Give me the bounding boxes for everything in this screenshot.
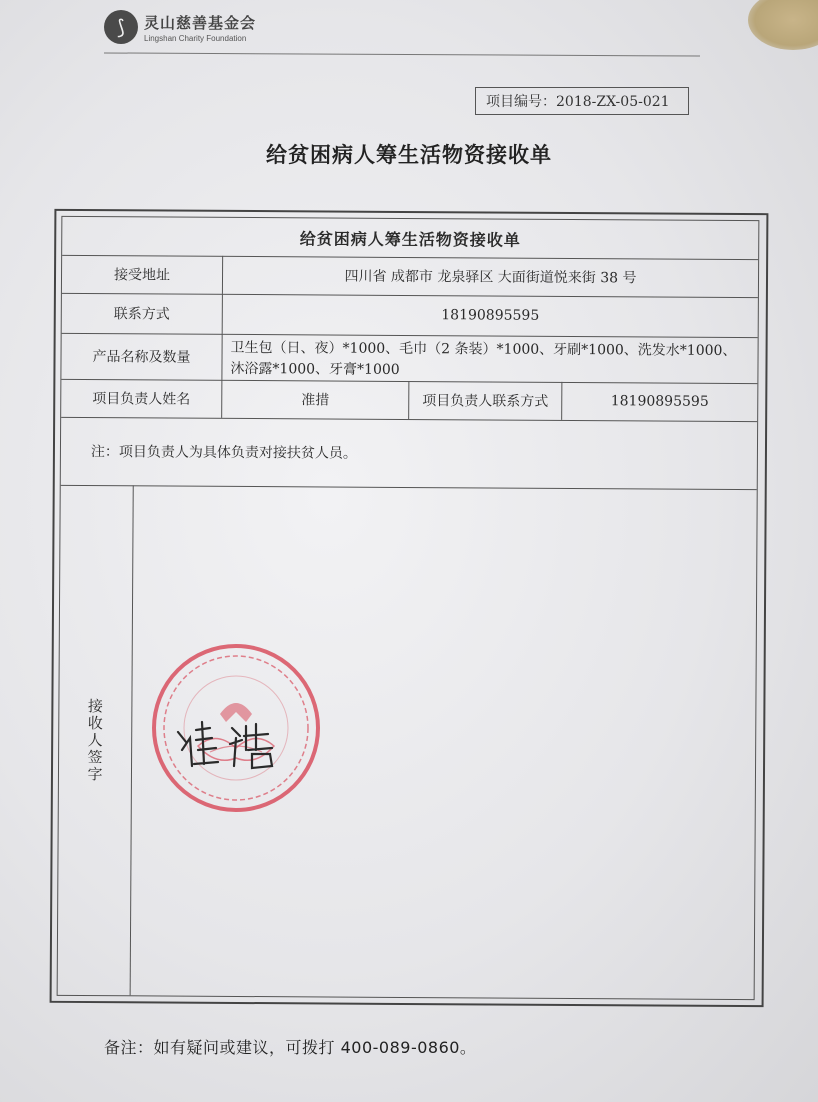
form-table <box>57 216 760 1000</box>
contact-label: 联系方式 <box>113 306 170 323</box>
table-row <box>61 333 757 384</box>
header-divider <box>104 52 700 56</box>
table-title: 给贫困病人筹生活物资接收单 <box>299 228 521 250</box>
note-row <box>61 417 757 490</box>
address-label: 接受地址 <box>113 267 171 284</box>
logo-name-en: Lingshan Charity Foundation <box>144 33 247 43</box>
background-object <box>748 0 818 50</box>
signature-label <box>58 485 133 995</box>
table-title-row <box>62 217 758 260</box>
table-row <box>61 379 757 422</box>
contact-value: 18190895595 <box>441 307 540 324</box>
manager-contact-value: 18190895595 <box>610 393 709 410</box>
manager-contact-label: 项目负责人联系方式 <box>422 393 549 410</box>
product-label: 产品名称及数量 <box>92 349 191 366</box>
logo-text <box>144 12 256 43</box>
manager-name-label: 项目负责人姓名 <box>92 391 191 408</box>
table-row <box>62 293 758 338</box>
document-title: 给贫困病人筹生活物资接收单 <box>266 143 552 167</box>
foundation-logo <box>104 10 256 44</box>
product-value: 卫生包（日、夜）*1000、毛巾（2 条装）*1000、牙刷*1000、洗发水*1000、沐浴露*1000、牙膏*1000 <box>230 339 737 378</box>
manager-name-value: 准措 <box>301 392 330 409</box>
logo-name-cn: 灵山慈善基金会 <box>144 13 257 32</box>
signature-label-text: 接收人签字 <box>85 697 104 783</box>
address-value: 四川省 成都市 龙泉驿区 大面街道悦来街 38 号 <box>344 268 637 287</box>
project-number: 项目编号：2018-ZX-05-021 <box>475 87 689 115</box>
logo-icon: ⟆ <box>104 10 138 44</box>
footer-note: 备注：如有疑问或建议，可拨打 400-089-0860。 <box>104 1038 477 1057</box>
table-row <box>62 255 758 298</box>
note-text: 注：项目负责人为具体负责对接扶贫人员。 <box>90 444 357 462</box>
handwritten-signature <box>172 710 292 770</box>
form-outer-border <box>50 209 769 1007</box>
